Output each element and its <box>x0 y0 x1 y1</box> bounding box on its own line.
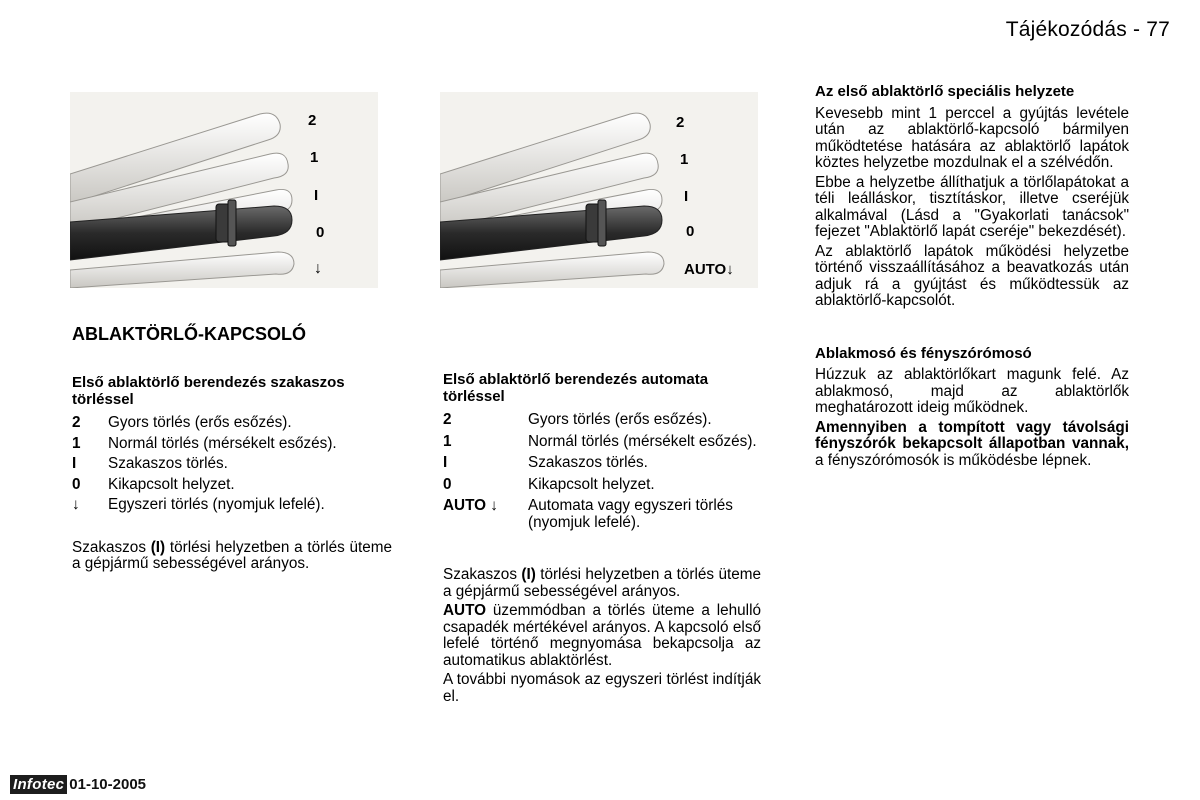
position-list <box>72 415 392 514</box>
position-key: I <box>72 455 77 472</box>
ghost-positions <box>440 113 664 288</box>
list-item <box>72 497 392 514</box>
note-text: törlési helyzetben a törlés üteme a gépjármű sebességével arányos. <box>72 538 392 572</box>
footer-date: 01-10-2005 <box>69 776 147 793</box>
right-column <box>815 84 1129 469</box>
position-text: Kikapcsolt helyzet. <box>528 475 655 493</box>
down-arrow-icon: ↓ <box>72 496 80 513</box>
note-key: (I) <box>521 566 536 583</box>
note-text: a fényszórómosók is működésbe lépnek. <box>815 451 1092 469</box>
wiper-stalk-figure-intermittent <box>70 92 378 288</box>
wiper-stalk-auto-illustration <box>440 92 758 288</box>
note-text: üzemmódban a törlés üteme a lehulló csapadék mértékével arányos. A kapcsoló első lefelé történő megnyomása bekapcsolja az automatikus ablaktörlést. <box>443 602 761 669</box>
position-key: 2 <box>72 414 81 431</box>
position-text: Normál törlés (mérsékelt esőzés). <box>528 432 757 450</box>
auto-subheading: Első ablaktörlő berendezés automata törléssel <box>443 371 709 405</box>
position-label-1: 1 <box>680 151 689 168</box>
list-item <box>72 415 392 432</box>
repeat-press-note: A további nyomások az egyszeri törlést indítják el. <box>443 671 761 705</box>
note-key: AUTO <box>443 602 487 619</box>
wiper-stalk-figure-auto <box>440 92 758 288</box>
note-text: Szakaszos <box>443 566 522 583</box>
position-label-down-icon: ↓ <box>314 260 322 277</box>
intermittent-note <box>443 567 761 600</box>
paragraph: Ebbe a helyzetbe állíthatjuk a törlőlapátokat a téli leálláskor, tisztításkor, illetve cseréjük alkalmával (Lásd a "Gyakorlati tanácsok" fejezet "Ablaktörlő lapát cseréje" bekezdését). <box>815 173 1129 240</box>
left-column <box>72 323 392 573</box>
ghost-positions <box>70 113 294 288</box>
position-label-0: 0 <box>686 223 695 240</box>
middle-column <box>443 372 761 705</box>
list-item <box>443 477 761 494</box>
position-text: Gyors törlés (erős esőzés). <box>528 411 712 428</box>
wiper-stalk-illustration <box>70 92 378 288</box>
list-item <box>443 455 761 472</box>
position-text: Normál törlés (mérsékelt esőzés). <box>108 434 337 452</box>
position-text: Szakaszos törlés. <box>108 455 228 472</box>
position-label-2: 2 <box>676 114 685 131</box>
list-item <box>443 412 761 429</box>
position-label-intermittent: I <box>684 188 689 205</box>
position-text: Egyszeri törlés (nyomjuk lefelé). <box>108 496 325 513</box>
paragraph: Húzzuk az ablaktörlőkart magunk felé. Az ablakmosó, majd az ablaktörlők meghatározott ideig működnek. <box>815 366 1129 416</box>
auto-mode-note <box>443 603 761 669</box>
position-text: Gyors törlés (erős esőzés). <box>108 414 292 431</box>
position-label-0: 0 <box>316 224 325 241</box>
note-text: Szakaszos <box>72 538 151 556</box>
position-label-intermittent: I <box>314 187 319 204</box>
headlamp-washer-note <box>815 420 1129 470</box>
position-text: Kikapcsolt helyzet. <box>108 475 235 493</box>
position-label-2: 2 <box>308 112 317 129</box>
special-position-heading: Az első ablaktörlő speciális helyzete <box>815 83 1075 100</box>
position-text: Szakaszos törlés. <box>528 454 648 471</box>
paragraph: Kevesebb mint 1 perccel a gyújtás levétele után az ablaktörlő-kapcsoló bármilyen működtetése hatására az ablaktörlő lapátok köztes helyzetbe mozdulnak el a szélvédőn. <box>815 104 1129 171</box>
list-item <box>72 436 392 453</box>
list-item <box>72 456 392 473</box>
position-list <box>443 412 761 531</box>
list-item <box>443 434 761 451</box>
list-item <box>72 477 392 494</box>
note-text: törlési helyzetben a törlés üteme a gépjármű sebességével arányos. <box>443 566 761 600</box>
position-key: I <box>443 454 448 471</box>
footer <box>10 775 146 794</box>
section-title: ABLAKTÖRLŐ-KAPCSOLÓ <box>72 324 306 344</box>
note-bold: Amennyiben a tompított vagy távolsági fényszórók bekapcsolt állapotban vannak, <box>815 418 1129 452</box>
auto-down-arrow-icon: AUTO ↓ <box>443 497 498 514</box>
page-header: Tájékozódás - 77 <box>1005 18 1170 41</box>
position-label-1: 1 <box>310 149 319 166</box>
position-text: Automata vagy egyszeri törlés (nyomjuk lefelé). <box>528 497 733 531</box>
position-label-auto: AUTO↓ <box>684 261 734 278</box>
washer-heading: Ablakmosó és fényszórómosó <box>815 344 1032 362</box>
intermittent-subheading: Első ablaktörlő berendezés szakaszos törléssel <box>72 374 345 408</box>
paragraph: Az ablaktörlő lapátok működési helyzetbe történő visszaállításához a beavatkozás után adjuk rá a gyújtást és működtessük az ablaktörlő-kapcsolót. <box>815 242 1129 309</box>
intermittent-note <box>72 540 392 573</box>
position-key: 0 <box>443 475 452 493</box>
position-key: 1 <box>72 434 81 452</box>
position-key: 0 <box>72 475 81 493</box>
list-item <box>443 498 761 531</box>
position-key: 1 <box>443 432 452 450</box>
infotec-logo: Infotec <box>10 775 67 794</box>
note-key: (I) <box>150 538 166 556</box>
position-key: 2 <box>443 411 452 428</box>
